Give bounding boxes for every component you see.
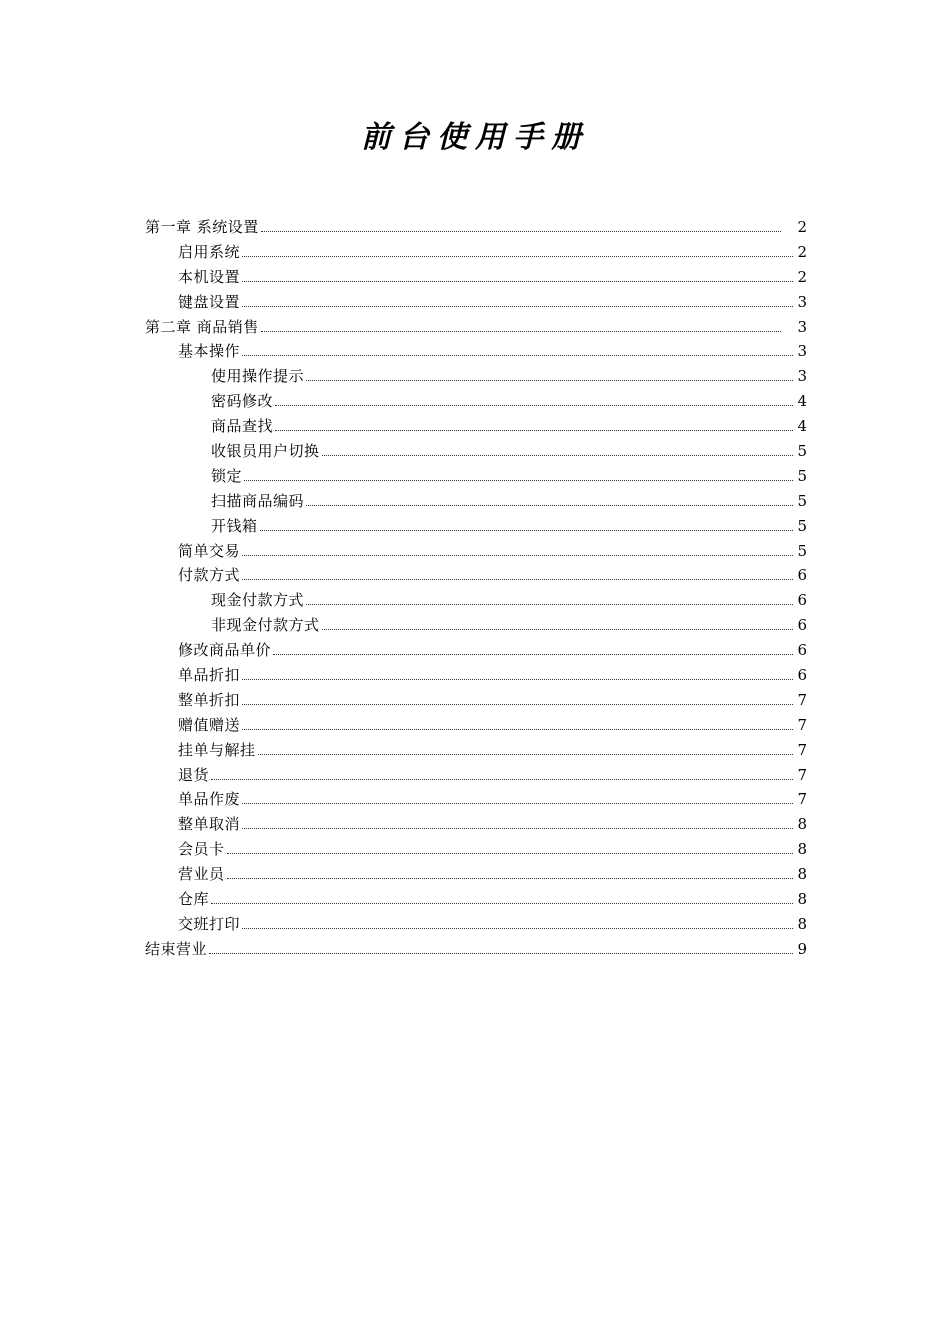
toc-entry-page-number: 5: [797, 466, 807, 485]
toc-dot-leader: [260, 529, 793, 531]
toc-entry[interactable]: [145, 215, 807, 240]
toc-entry-label: 交班打印: [178, 914, 241, 933]
toc-dot-leader: [306, 504, 793, 506]
toc-entry-label: 营业员: [178, 865, 225, 884]
toc-entry[interactable]: [145, 812, 807, 837]
toc-entry-page-number: 7: [797, 790, 807, 809]
document-title: 前台使用手册: [361, 120, 589, 155]
toc-entry[interactable]: [145, 937, 807, 962]
toc-entry-page-number: 3: [797, 367, 807, 386]
toc-dot-leader: [275, 404, 793, 406]
toc-entry-page-number: 2: [797, 267, 807, 286]
toc-entry-label: 第二章 商品销售: [145, 317, 259, 336]
toc-entry-page-number: 2: [797, 242, 807, 261]
toc-dot-leader: [211, 778, 793, 780]
toc-dot-leader: [242, 255, 793, 257]
toc-dot-leader: [242, 280, 793, 282]
toc-entry-page-number: 8: [797, 840, 807, 859]
toc-entry-label: 第一章 系统设置: [145, 218, 259, 236]
toc-dot-leader: [242, 802, 793, 804]
toc-entry-label: 锁定: [211, 466, 243, 485]
toc-entry-page-number: 5: [797, 541, 807, 560]
table-of-contents: [145, 215, 807, 962]
toc-entry[interactable]: [145, 315, 807, 340]
toc-entry-label: 键盘设置: [178, 292, 241, 311]
toc-entry-page-number: 8: [797, 890, 807, 909]
toc-entry[interactable]: [145, 439, 807, 464]
toc-entry[interactable]: [145, 763, 807, 788]
toc-dot-leader: [242, 703, 793, 705]
toc-entry[interactable]: [145, 613, 807, 638]
toc-entry-label: 非现金付款方式: [211, 616, 320, 635]
toc-entry[interactable]: [145, 339, 807, 364]
toc-entry-page-number: 5: [797, 442, 807, 461]
toc-entry-page-number: 3: [797, 317, 807, 336]
toc-entry-label: 退货: [178, 765, 210, 784]
toc-entry-label: 付款方式: [178, 566, 241, 585]
toc-entry[interactable]: [145, 738, 807, 763]
toc-dot-leader: [242, 827, 793, 829]
toc-entry[interactable]: [145, 240, 807, 265]
toc-dot-leader: [306, 603, 793, 605]
toc-entry-label: 仓库: [178, 890, 210, 909]
toc-entry-label: 会员卡: [178, 840, 225, 859]
toc-dot-leader: [242, 578, 793, 580]
toc-entry-page-number: 8: [797, 815, 807, 834]
toc-entry-page-number: 5: [797, 516, 807, 535]
toc-entry-label: 启用系统: [178, 242, 241, 261]
toc-entry-page-number: 6: [797, 616, 807, 635]
toc-entry-label: 修改商品单价: [178, 641, 272, 660]
toc-dot-leader: [261, 230, 781, 232]
toc-entry[interactable]: [145, 489, 807, 514]
toc-entry-label: 商品查找: [211, 417, 274, 436]
toc-entry-page-number: 6: [797, 666, 807, 685]
toc-entry[interactable]: [145, 414, 807, 439]
toc-entry[interactable]: [145, 364, 807, 389]
toc-entry-label: 结束营业: [145, 939, 208, 958]
toc-dot-leader: [242, 678, 793, 680]
toc-entry-page-number: 3: [797, 292, 807, 311]
toc-entry-label: 开钱箱: [211, 516, 258, 535]
toc-entry[interactable]: [145, 862, 807, 887]
toc-entry-label: 收银员用户切换: [211, 442, 320, 461]
toc-dot-leader: [227, 877, 793, 879]
toc-entry-label: 扫描商品编码: [211, 491, 305, 510]
toc-entry-page-number: 2: [797, 218, 807, 236]
toc-dot-leader: [227, 852, 793, 854]
toc-entry-page-number: 3: [797, 342, 807, 361]
toc-entry-label: 整单取消: [178, 815, 241, 834]
toc-entry[interactable]: [145, 389, 807, 414]
toc-entry-page-number: 4: [797, 417, 807, 436]
toc-entry[interactable]: [145, 837, 807, 862]
toc-entry[interactable]: [145, 912, 807, 937]
toc-dot-leader: [242, 354, 793, 356]
toc-entry-label: 基本操作: [178, 342, 241, 361]
toc-entry-label: 单品作废: [178, 790, 241, 809]
toc-entry-page-number: 6: [797, 641, 807, 660]
toc-entry-label: 简单交易: [178, 541, 241, 560]
toc-entry-page-number: 6: [797, 591, 807, 610]
toc-entry[interactable]: [145, 588, 807, 613]
toc-dot-leader: [275, 429, 793, 431]
toc-entry-label: 赠值赠送: [178, 715, 241, 734]
toc-entry-label: 挂单与解挂: [178, 740, 256, 759]
toc-dot-leader: [322, 454, 793, 456]
toc-entry-page-number: 8: [797, 914, 807, 933]
toc-entry-page-number: 7: [797, 765, 807, 784]
toc-entry-page-number: 9: [797, 939, 807, 958]
toc-entry-label: 单品折扣: [178, 666, 241, 685]
toc-entry[interactable]: [145, 539, 807, 564]
toc-dot-leader: [322, 628, 793, 630]
toc-dot-leader: [209, 952, 793, 954]
toc-entry[interactable]: [145, 688, 807, 713]
toc-dot-leader: [242, 927, 793, 929]
toc-entry[interactable]: [145, 787, 807, 812]
toc-entry-label: 使用操作提示: [211, 367, 305, 386]
toc-entry-page-number: 6: [797, 566, 807, 585]
toc-entry-page-number: 7: [797, 715, 807, 734]
toc-dot-leader: [244, 479, 793, 481]
toc-dot-leader: [242, 554, 793, 556]
toc-entry[interactable]: [145, 464, 807, 489]
toc-entry-page-number: 7: [797, 690, 807, 709]
toc-entry-label: 现金付款方式: [211, 591, 305, 610]
toc-entry[interactable]: [145, 887, 807, 912]
toc-entry-page-number: 7: [797, 740, 807, 759]
toc-entry[interactable]: [145, 514, 807, 539]
toc-entry[interactable]: [145, 290, 807, 315]
toc-entry-label: 密码修改: [211, 392, 274, 411]
toc-entry-page-number: 4: [797, 392, 807, 411]
toc-entry[interactable]: [145, 663, 807, 688]
toc-dot-leader: [211, 902, 793, 904]
toc-dot-leader: [273, 653, 793, 655]
toc-entry[interactable]: [145, 563, 807, 588]
toc-entry[interactable]: [145, 713, 807, 738]
toc-entry[interactable]: [145, 265, 807, 290]
toc-entry-label: 本机设置: [178, 267, 241, 286]
toc-entry-page-number: 8: [797, 865, 807, 884]
toc-dot-leader: [261, 330, 781, 332]
toc-dot-leader: [242, 728, 793, 730]
toc-entry[interactable]: [145, 638, 807, 663]
toc-entry-page-number: 5: [797, 491, 807, 510]
toc-dot-leader: [258, 753, 793, 755]
toc-entry-label: 整单折扣: [178, 690, 241, 709]
toc-dot-leader: [306, 379, 793, 381]
toc-dot-leader: [242, 305, 793, 307]
